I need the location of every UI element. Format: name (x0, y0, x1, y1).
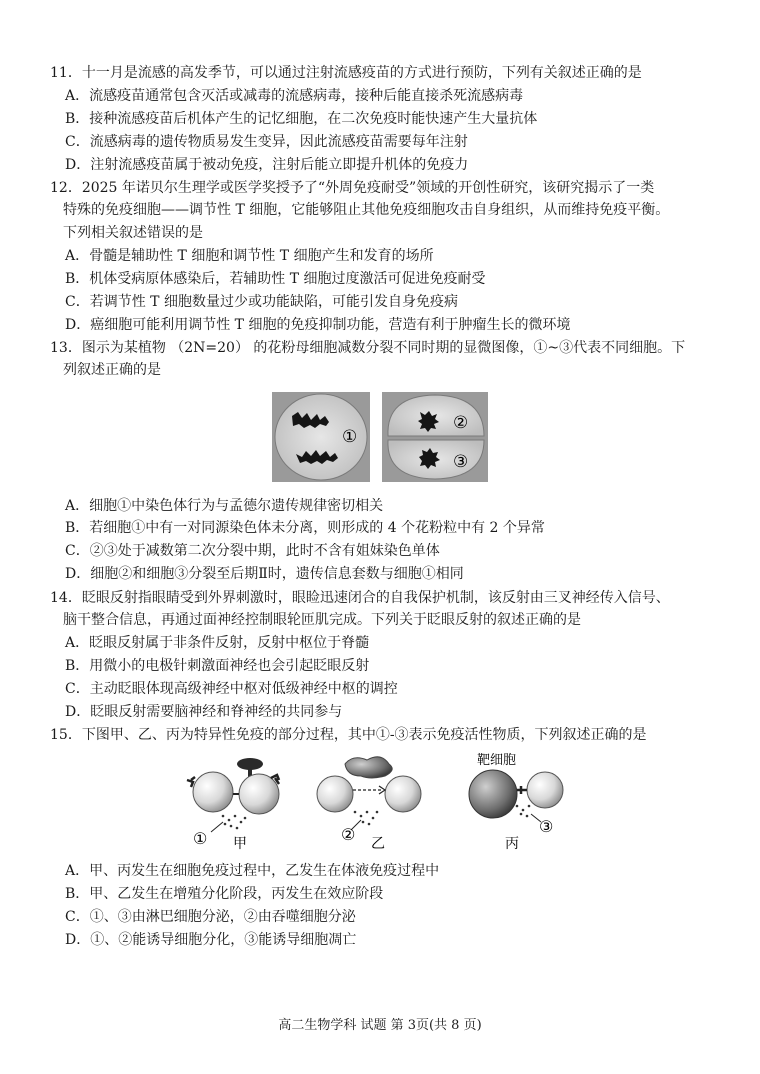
b-cell (239, 774, 279, 814)
target-cell (469, 770, 517, 818)
q12-option-c: C．若调节性 T 细胞数量过少或功能缺陷，可能引发自身免疫病 (65, 294, 458, 310)
label-yi: 乙 (371, 836, 385, 852)
label-bing: 丙 (505, 836, 519, 852)
q15-option-c: C．①、③由淋巴细胞分泌，②由吞噬细胞分泌 (65, 909, 356, 925)
q12-option-a: A．骨髓是辅助性 T 细胞和调节性 T 细胞产生和发育的场所 (65, 248, 434, 264)
cell2-label: ② (453, 413, 469, 433)
q15-option-a: A．甲、丙发生在细胞免疫过程中，乙发生在体液免疫过程中 (65, 863, 440, 879)
lymphocyte-left (317, 776, 353, 812)
helper-t-cell (193, 772, 233, 812)
q15-option-d: D．①、②能诱导细胞分化，③能诱导细胞凋亡 (65, 932, 357, 948)
label-target-cell: 靶细胞 (477, 753, 517, 768)
cell3-label: ③ (453, 452, 469, 472)
q13-option-b: B．若细胞①中有一对同源染色体未分离，则形成的 4 个花粉粒中有 2 个异常 (65, 520, 545, 536)
q11-option-b: B．接种流感疫苗后机体产生的记忆细胞，在二次免疫时能快速产生大量抗体 (65, 111, 538, 127)
q15-immune-figure (175, 750, 565, 852)
phagocyte (345, 757, 392, 778)
q11-option-a: A．流感疫苗通常包含灭活或减毒的流感病毒，接种后能直接杀死流感病毒 (65, 88, 524, 104)
label-3: ③ (539, 817, 554, 836)
label-2: ② (341, 825, 356, 844)
panel-bing (469, 752, 563, 852)
cytokine-dots-3 (516, 805, 531, 818)
q14-stem-line2: 脑干整合信息，再通过面神经控制眼轮匝肌完成。下列关于眨眼反射的叙述正确的是 (63, 612, 581, 628)
q12-stem-line2: 特殊的免疫细胞——调节性 T 细胞，它能够阻止其他免疫细胞攻击自身组织，从而维持免疫平衡。 (63, 202, 670, 218)
q11-option-d: D．注射流感疫苗属于被动免疫，注射后能立即提升机体的免疫力 (65, 157, 469, 173)
q14-stem-line1: 14．眨眼反射指眼睛受到外界刺激时，眼睑迅速闭合的自我保护机制，该反射由三叉神经传入信号、 (50, 590, 670, 606)
q11-option-c: C．流感病毒的遗传物质易发生变异，因此流感疫苗需要每年注射 (65, 134, 468, 150)
binding-receptor (517, 786, 527, 794)
q13-stem-line2: 列叙述正确的是 (63, 362, 161, 378)
cytokine-dots-1 (222, 815, 247, 830)
panel-jia (187, 758, 279, 852)
label1-pointer (211, 822, 223, 832)
q14-option-a: A．眨眼反射属于非条件反射，反射中枢位于脊髓 (65, 635, 370, 651)
q15-option-b: B．甲、乙发生在增殖分化阶段，丙发生在效应阶段 (65, 886, 384, 902)
lymphocyte-right (385, 776, 421, 812)
q14-option-c: C．主动眨眼体现高级神经中枢对低级神经中枢的调控 (65, 681, 398, 697)
q12-option-d: D．癌细胞可能利用调节性 T 细胞的免疫抑制功能，营造有利于肿瘤生长的微环境 (65, 317, 571, 333)
q13-micrograph-figure (270, 390, 490, 484)
q13-option-d: D．细胞②和细胞③分裂至后期Ⅱ时，遗传信息套数与细胞①相同 (65, 566, 464, 582)
q13-option-c: C．②③处于减数第二次分裂中期，此时不含有姐妹染色单体 (65, 543, 440, 559)
q14-option-d: D．眨眼反射需要脑神经和脊神经的共同参与 (65, 704, 343, 720)
page-footer: 高二生物学科 试题 第 3页(共 8 页) (278, 1018, 482, 1033)
label-1: ① (193, 829, 208, 848)
panel-yi (317, 757, 421, 852)
q13-stem-line1: 13．图示为某植物 （2N=20） 的花粉母细胞减数分裂不同时期的显微图像，①~③代表不同细胞。下 (50, 340, 686, 356)
q15-stem: 15．下图甲、乙、丙为特异性免疫的部分过程，其中①-③表示免疫活性物质，下列叙述正确的是 (50, 727, 647, 743)
q12-stem-line3: 下列相关叙述错误的是 (63, 225, 203, 241)
label-jia: 甲 (233, 836, 247, 852)
q13-option-a: A．细胞①中染色体行为与孟德尔遗传规律密切相关 (65, 498, 384, 514)
cell1-label: ① (342, 427, 358, 447)
cytotoxic-t-cell (527, 772, 563, 808)
q12-stem-line1: 12．2025 年诺贝尔生理学或医学奖授予了“外周免疫耐受”领域的开创性研究，该研究揭示了一类 (50, 180, 655, 196)
q11-stem: 11．十一月是流感的高发季节，可以通过注射流感疫苗的方式进行预防，下列有关叙述正确的是 (50, 65, 642, 81)
q12-option-b: B．机体受病原体感染后，若辅助性 T 细胞过度激活可促进免疫耐受 (65, 271, 486, 287)
q14-option-b: B．用微小的电极针刺激面神经也会引起眨眼反射 (65, 658, 370, 674)
